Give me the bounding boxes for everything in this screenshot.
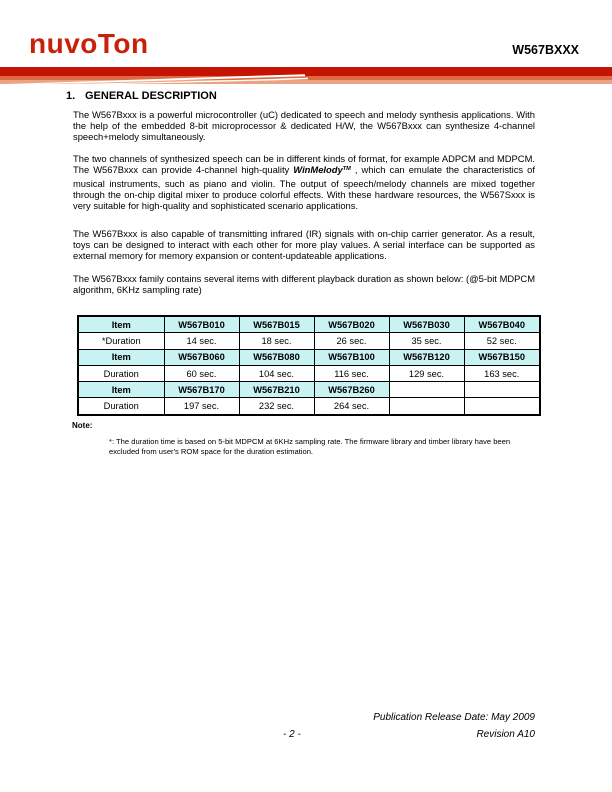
table-cell: W567B170 xyxy=(164,382,239,398)
table-cell: 129 sec. xyxy=(389,365,464,381)
doc-number: W567BXXX xyxy=(512,43,579,57)
note-text: *: The duration time is based on 5-bit MDPCM at 6KHz sampling rate. The firmware library and timber library have been excluded from user's ROM space for the duration estimation. xyxy=(109,437,511,456)
table-cell: W567B030 xyxy=(389,316,464,333)
table-cell: 104 sec. xyxy=(239,365,314,381)
footer-release-date: Publication Release Date: May 2009 xyxy=(373,712,535,723)
table-cell: W567B080 xyxy=(239,349,314,365)
table-row-item-1 xyxy=(78,316,540,333)
table-cell: Duration xyxy=(78,365,164,381)
table-cell: Duration xyxy=(78,398,164,415)
table-cell: W567B100 xyxy=(314,349,389,365)
paragraph-2 xyxy=(73,153,535,211)
section-title: GENERAL DESCRIPTION xyxy=(85,90,217,102)
table-cell: Item xyxy=(78,316,164,333)
winmelody-brand: WinMelody xyxy=(293,164,343,175)
table-cell: 232 sec. xyxy=(239,398,314,415)
table-cell: 197 sec. xyxy=(164,398,239,415)
note-label: Note: xyxy=(72,421,93,430)
nuvoton-logo: nuvoTon xyxy=(29,28,149,59)
table-cell: W567B210 xyxy=(239,382,314,398)
table-cell: W567B120 xyxy=(389,349,464,365)
footer-page-number: - 2 - xyxy=(283,729,301,740)
duration-table xyxy=(77,315,541,416)
section-heading xyxy=(66,90,217,102)
header-banner-graphic xyxy=(0,67,612,84)
paragraph-1: The W567Bxxx is a powerful microcontroller (uC) dedicated to speech and melody synthesis applications. With the help of the embedded 8-bit microprocessor & dedicated H/W, the W567Bxxx can synthesize 4-channel speech+melody simultaneously. xyxy=(73,109,535,142)
table-cell: W567B040 xyxy=(464,316,540,333)
table-row-duration-3 xyxy=(78,398,540,415)
table-cell-empty xyxy=(389,382,464,398)
footer-revision: Revision A10 xyxy=(476,729,535,740)
table-row-item-3 xyxy=(78,382,540,398)
paragraph-2-text: The two channels of synthesized speech can be in different kinds of format, for example ADPCM and MDPCM. The W567Bxxx can provide 4-channel high-quality xyxy=(73,153,535,175)
table-cell: W567B260 xyxy=(314,382,389,398)
table-row-duration-2 xyxy=(78,365,540,381)
table-cell-empty xyxy=(464,398,540,415)
paragraph-4: The W567Bxxx family contains several items with different playback duration as shown below: (@5-bit MDPCM algorithm, 6KHz sampling rate) xyxy=(73,273,535,295)
table-cell: 60 sec. xyxy=(164,365,239,381)
table-cell: Item xyxy=(78,382,164,398)
table-cell: 52 sec. xyxy=(464,333,540,349)
table-cell-empty xyxy=(464,382,540,398)
table-cell: 26 sec. xyxy=(314,333,389,349)
table-cell: 35 sec. xyxy=(389,333,464,349)
table-cell: W567B015 xyxy=(239,316,314,333)
table-cell: W567B020 xyxy=(314,316,389,333)
section-number: 1. xyxy=(66,90,76,102)
table-cell: 116 sec. xyxy=(314,365,389,381)
table-cell: Item xyxy=(78,349,164,365)
table-row-duration-1 xyxy=(78,333,540,349)
table-row-item-2 xyxy=(78,349,540,365)
table-cell: W567B060 xyxy=(164,349,239,365)
table-cell: 264 sec. xyxy=(314,398,389,415)
table-cell: 163 sec. xyxy=(464,365,540,381)
table-cell: 18 sec. xyxy=(239,333,314,349)
table-cell: 14 sec. xyxy=(164,333,239,349)
table-cell-empty xyxy=(389,398,464,415)
table-cell: W567B150 xyxy=(464,349,540,365)
trademark-superscript: TM xyxy=(342,165,351,172)
table-cell: W567B010 xyxy=(164,316,239,333)
paragraph-2-text-cont: , which can emulate the characteristics of musical instruments, such as piano and violin. The output of speech/melody channels are mixed together through the on-chip digital mixer to produce colorful effects. With these hardware resources, the W567Sxxx is very suitable for high-quality and sophisticated scenario applications. xyxy=(73,164,535,211)
paragraph-3: The W567Bxxx is also capable of transmitting infrared (IR) signals with on-chip carrier generator. As a result, toys can be designed to interact with each other for more play values. A serial interface can be supported as external memory for memory expansion or content-updateable applications. xyxy=(73,228,535,261)
table-cell: *Duration xyxy=(78,333,164,349)
